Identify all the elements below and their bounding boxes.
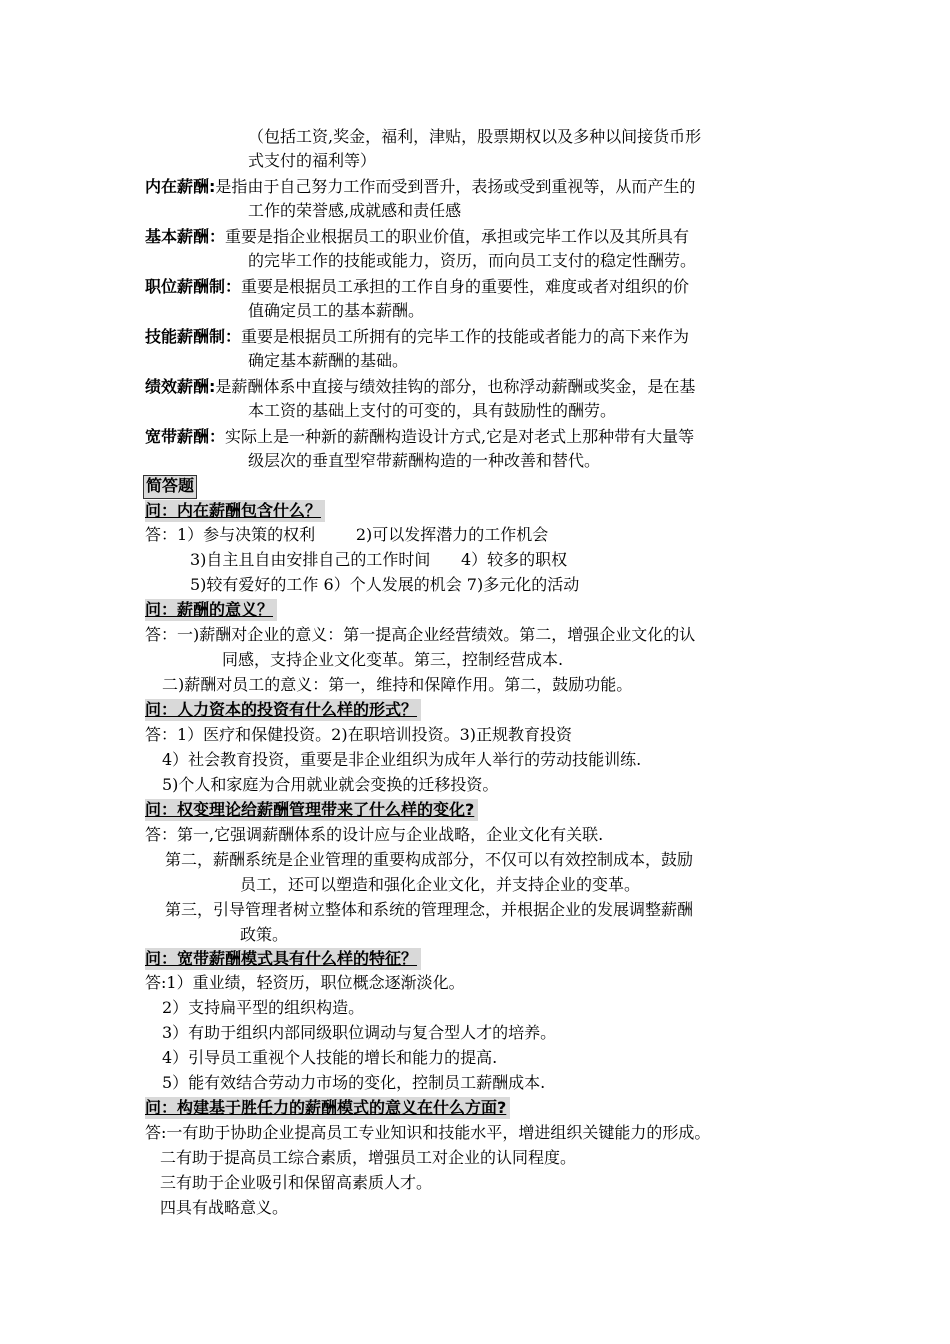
answer-line: 答:1）重业绩，轻资历，职位概念逐渐淡化。 [145,973,465,992]
definition-performance [145,376,695,398]
definition-continuation: 本工资的基础上支付的可变的，具有鼓励性的酬劳。 [248,401,617,420]
definition-continuation: 级层次的垂直型窄带薪酬构造的一种改善和替代。 [248,451,601,470]
question-heading: 问：人力资本的投资有什么样的形式？ [145,699,421,721]
answer-line: 二有助于提高员工综合素质，增强员工对企业的认同程度。 [160,1148,577,1167]
definition-text: 重要是根据员工承担的工作自身的重要性，难度或者对组织的价 [241,277,690,296]
answer-line: 员工，还可以塑造和强化企业文化，并支持企业的变革。 [240,875,641,894]
definition-text: 实际上是一种新的薪酬构造设计方式,它是对老式上那种带有大量等 [225,427,695,446]
answer-line: 3）有助于组织内部同级职位调动与复合型人才的培养。 [162,1023,557,1042]
section-heading: 简答题 [143,475,197,499]
answer-line: 答：1）医疗和保健投资。2)在职培训投资。3)正规教育投资 [145,725,573,744]
definition-text: 重要是指企业根据员工的职业价值，承担或完毕工作以及其所具有 [225,227,690,246]
definition-broadband [145,426,694,448]
question-heading: 问：内在薪酬包含什么？ [145,500,325,522]
answer-line: 答：第一,它强调薪酬体系的设计应与企业战略，企业文化有关联. [145,825,604,844]
answer-line: 5）能有效结合劳动力市场的变化，控制员工薪酬成本. [162,1073,546,1092]
answer-line: 4）社会教育投资，重要是非企业组织为成年人举行的劳动技能训练. [162,750,642,769]
answer-line: 第三，引导管理者树立整体和系统的管理理念，并根据企业的发展调整薪酬 [165,900,694,919]
answer-line: 二)薪酬对员工的意义：第一，维持和保障作用。第二，鼓励功能。 [162,675,633,694]
term-label: 内在薪酬: [145,177,216,196]
answer-line: 答:一有助于协助企业提高员工专业知识和技能水平，增进组织关键能力的形成。 [145,1123,711,1142]
definition-text: 是指由于自己努力工作而受到晋升，表扬或受到重视等，从而产生的 [215,177,696,196]
intro-line-2: 式支付的福利等） [248,151,377,170]
answer-line: 答：1）参与决策的权利 2)可以发挥潜力的工作机会 [145,525,549,544]
term-label: 技能薪酬制： [145,327,242,346]
answer-line: 第二，薪酬系统是企业管理的重要构成部分，不仅可以有效控制成本，鼓励 [165,850,694,869]
definition-basic [145,226,689,248]
question-heading: 问：薪酬的意义？ [145,599,277,621]
answer-line: 四具有战略意义。 [160,1198,289,1217]
question-heading: 问：构建基于胜任力的薪酬模式的意义在什么方面? [145,1097,510,1119]
term-label: 基本薪酬： [145,227,226,246]
question-heading: 问：宽带薪酬模式具有什么样的特征？ [145,948,421,970]
term-label: 绩效薪酬: [145,377,216,396]
answer-line: 答：一)薪酬对企业的意义：第一提高企业经营绩效。第二，增强企业文化的认 [145,625,696,644]
definition-text: 重要是根据员工所拥有的完毕工作的技能或者能力的高下来作为 [241,327,690,346]
term-label: 职位薪酬制： [145,277,242,296]
definition-text: 是薪酬体系中直接与绩效挂钩的部分，也称浮动薪酬或奖金，是在基 [215,377,696,396]
answer-line: 4）引导员工重视个人技能的增长和能力的提高. [162,1048,498,1067]
question-heading: 问：权变理论给薪酬管理带来了什么样的变化? [145,799,478,821]
answer-line: 5)较有爱好的工作 6）个人发展的机会 7)多元化的活动 [190,575,580,594]
definition-position [145,276,689,298]
answer-line: 5)个人和家庭为合用就业就会变换的迁移投资。 [162,775,499,794]
term-label: 宽带薪酬： [145,427,226,446]
definition-skill [145,326,689,348]
intro-line-1: （包括工资,奖金，福利，津贴，股票期权以及多种以间接货币形 [248,127,702,146]
answer-line: 3)自主且自由安排自己的工作时间 4）较多的职权 [190,550,568,569]
definition-continuation: 工作的荣誉感,成就感和责任感 [248,201,462,220]
answer-line: 政策。 [240,925,289,944]
definition-continuation: 值确定员工的基本薪酬。 [248,301,425,320]
definition-continuation: 的完毕工作的技能或能力，资历，而向员工支付的稳定性酬劳。 [248,251,697,270]
answer-line: 同感，支持企业文化变革。第三，控制经营成本. [222,650,564,669]
definition-continuation: 确定基本薪酬的基础。 [248,351,409,370]
definition-intrinsic [145,176,695,198]
answer-line: 2）支持扁平型的组织构造。 [162,998,365,1017]
answer-line: 三有助于企业吸引和保留高素质人才。 [160,1173,433,1192]
